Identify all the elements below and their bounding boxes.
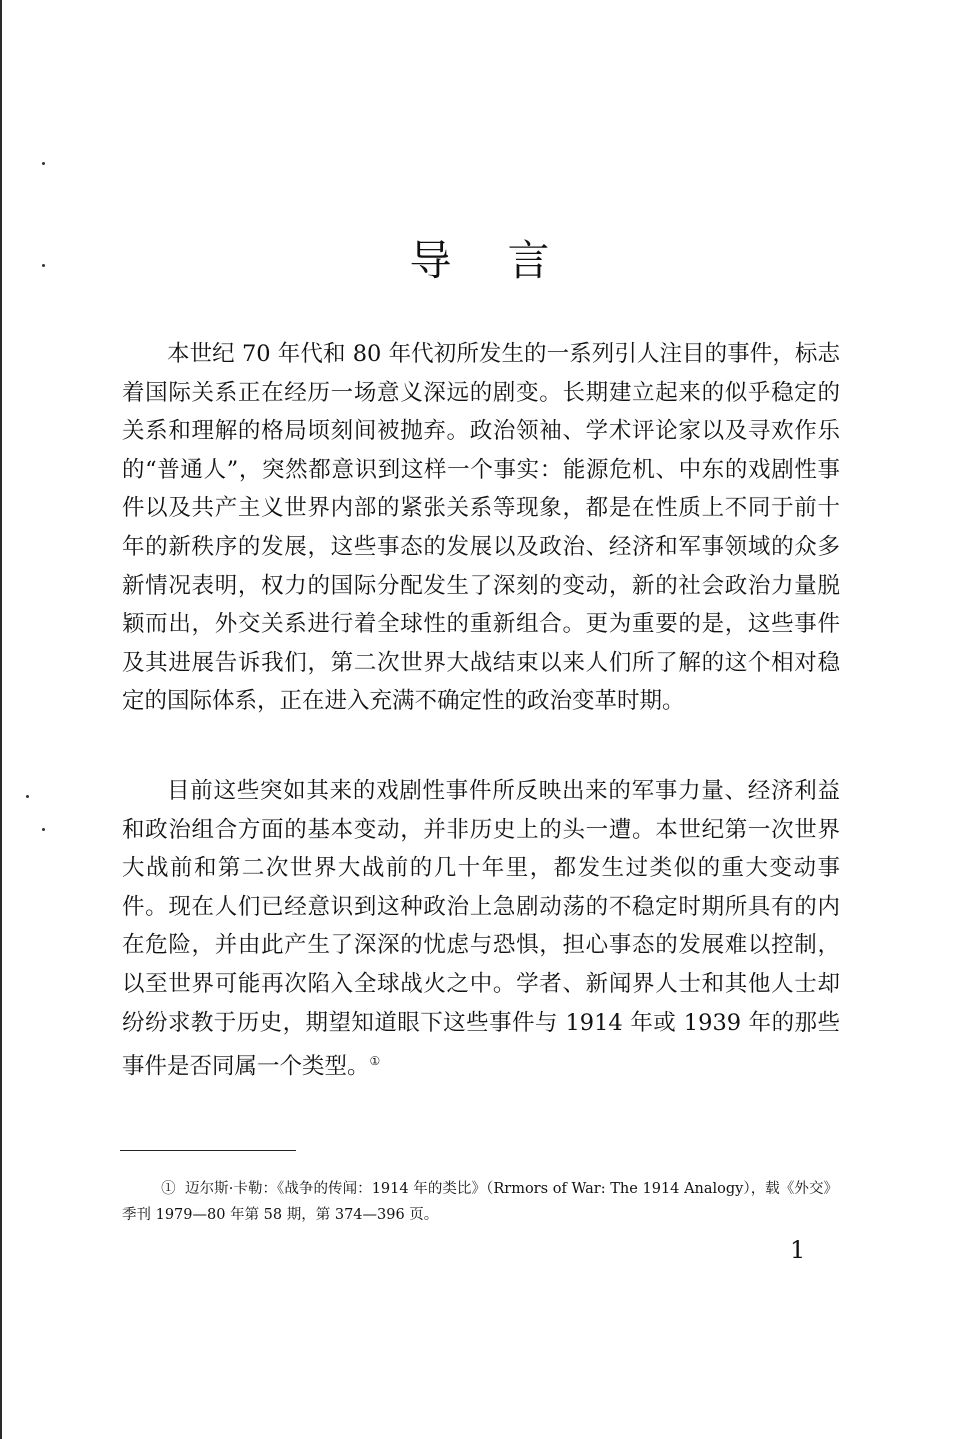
footnote-reference: ①: [369, 1054, 381, 1069]
title-char-2: 言: [507, 236, 550, 285]
page-number: 1: [790, 1236, 806, 1264]
scan-speck: [42, 162, 45, 165]
scan-speck: [26, 795, 29, 798]
paragraph-1: 本世纪 70 年代和 80 年代初所发生的一系列引人注目的事件，标志着国际关系正在经历一场意义深远的剧变。长期建立起来的似乎稳定的关系和理解的格局顷刻间被抛弃。政治领袖、学术评论家以及寻欢作乐的“普通人”，突然都意识到这样一个事实：能源危机、中东的戏剧性事件以及共产主义世界内部的紧张关系等现象，都是在性质上不同于前十年的新秩序的发展，这些事态的发展以及政治、经济和军事领域的众多新情况表明，权力的国际分配发生了深刻的变动，新的社会政治力量脱颖而出，外交关系进行着全球性的重新组合。更为重要的是，这些事件及其进展告诉我们，第二次世界大战结束以来人们所了解的这个相对稳定的国际体系，正在进入充满不确定性的政治变革时期。: [122, 341, 840, 715]
footnote-marker: ①: [161, 1181, 176, 1197]
title-char-1: 导: [409, 236, 452, 285]
paragraph-2: [122, 772, 840, 1086]
paragraph-2-text: 目前这些突如其来的戏剧性事件所反映出来的军事力量、经济利益和政治组合方面的基本变动，并非历史上的头一遭。本世纪第一次世界大战前和第二次世界大战前的几十年里，都发生过类似的重大变动事件。现在人们已经意识到这种政治上急剧动荡的不稳定时期所具有的内在危险，并由此产生了深深的忧虑与恐惧，担心事态的发展难以控制，以至世界可能再次陷入全球战火之中。学者、新闻界人士和其他人士却纷纷求教于历史，期望知道眼下这些事件与 1914 年或 1939 年的那些事件是否同属一个类型。: [122, 778, 840, 1080]
chapter-title: [0, 228, 959, 288]
footnote-text: 迈尔斯·卡勒：《战争的传闻：1914 年的类比》（Rrmors of War: The 1914 Analogy），载《外交》季刊 1979—80 年第 58 期，第 374—396 页。: [122, 1181, 839, 1223]
footnote: [122, 1176, 838, 1228]
footnote-divider: [120, 1150, 296, 1151]
page-edge: [0, 0, 2, 1439]
scan-speck: [42, 828, 45, 831]
